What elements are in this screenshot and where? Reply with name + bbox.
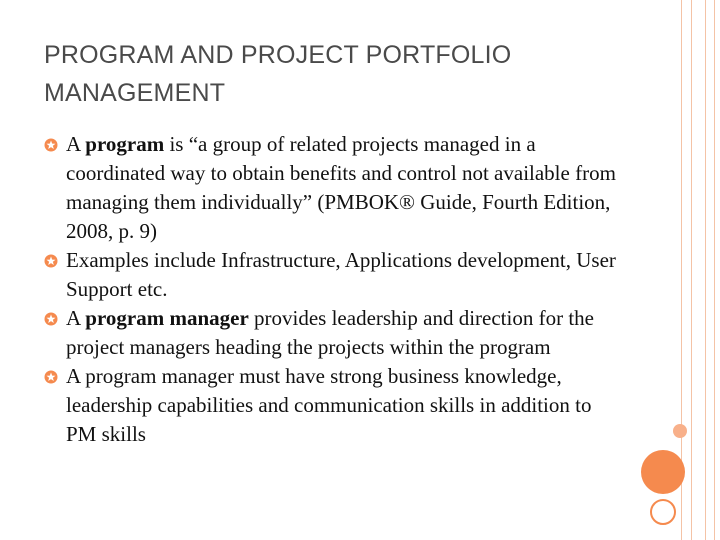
decorative-circle-small [673, 424, 687, 438]
decorative-circle-large [641, 450, 685, 494]
bullet-text: Examples include Infrastructure, Applications development, User Support etc. [66, 248, 616, 301]
decorative-line [691, 0, 692, 540]
bullet-text: provides leadership and direction for the project managers heading the projects within the program [66, 306, 594, 359]
flower-bullet-icon [44, 312, 58, 326]
bullet-text: A program manager must have strong business knowledge, leadership capabilities and communication skills in addition to PM skills [66, 364, 592, 446]
bullet-item [44, 130, 624, 246]
decorative-circle-ring [650, 499, 676, 525]
bullet-bold-term: program [85, 132, 165, 156]
bullet-text: A [66, 132, 86, 156]
decorative-line [705, 0, 706, 540]
decorative-line [714, 0, 715, 540]
bullet-bold-term: program manager [85, 306, 249, 330]
bullet-text: A [66, 306, 86, 330]
bullet-item [44, 362, 624, 449]
bullet-item [44, 304, 624, 362]
bullet-text: is “a group of related projects managed in a coordinated way to obtain benefits and control not available from managing them individually” (PMBOK® Guide, Fourth Edition, 2008, p. 9) [66, 132, 616, 243]
slide-title: PROGRAM AND PROJECT PORTFOLIO MANAGEMENT [44, 41, 512, 107]
flower-bullet-icon [44, 370, 58, 384]
bullet-item [44, 246, 624, 304]
flower-bullet-icon [44, 254, 58, 268]
flower-bullet-icon [44, 138, 58, 152]
bullet-list [44, 130, 624, 449]
